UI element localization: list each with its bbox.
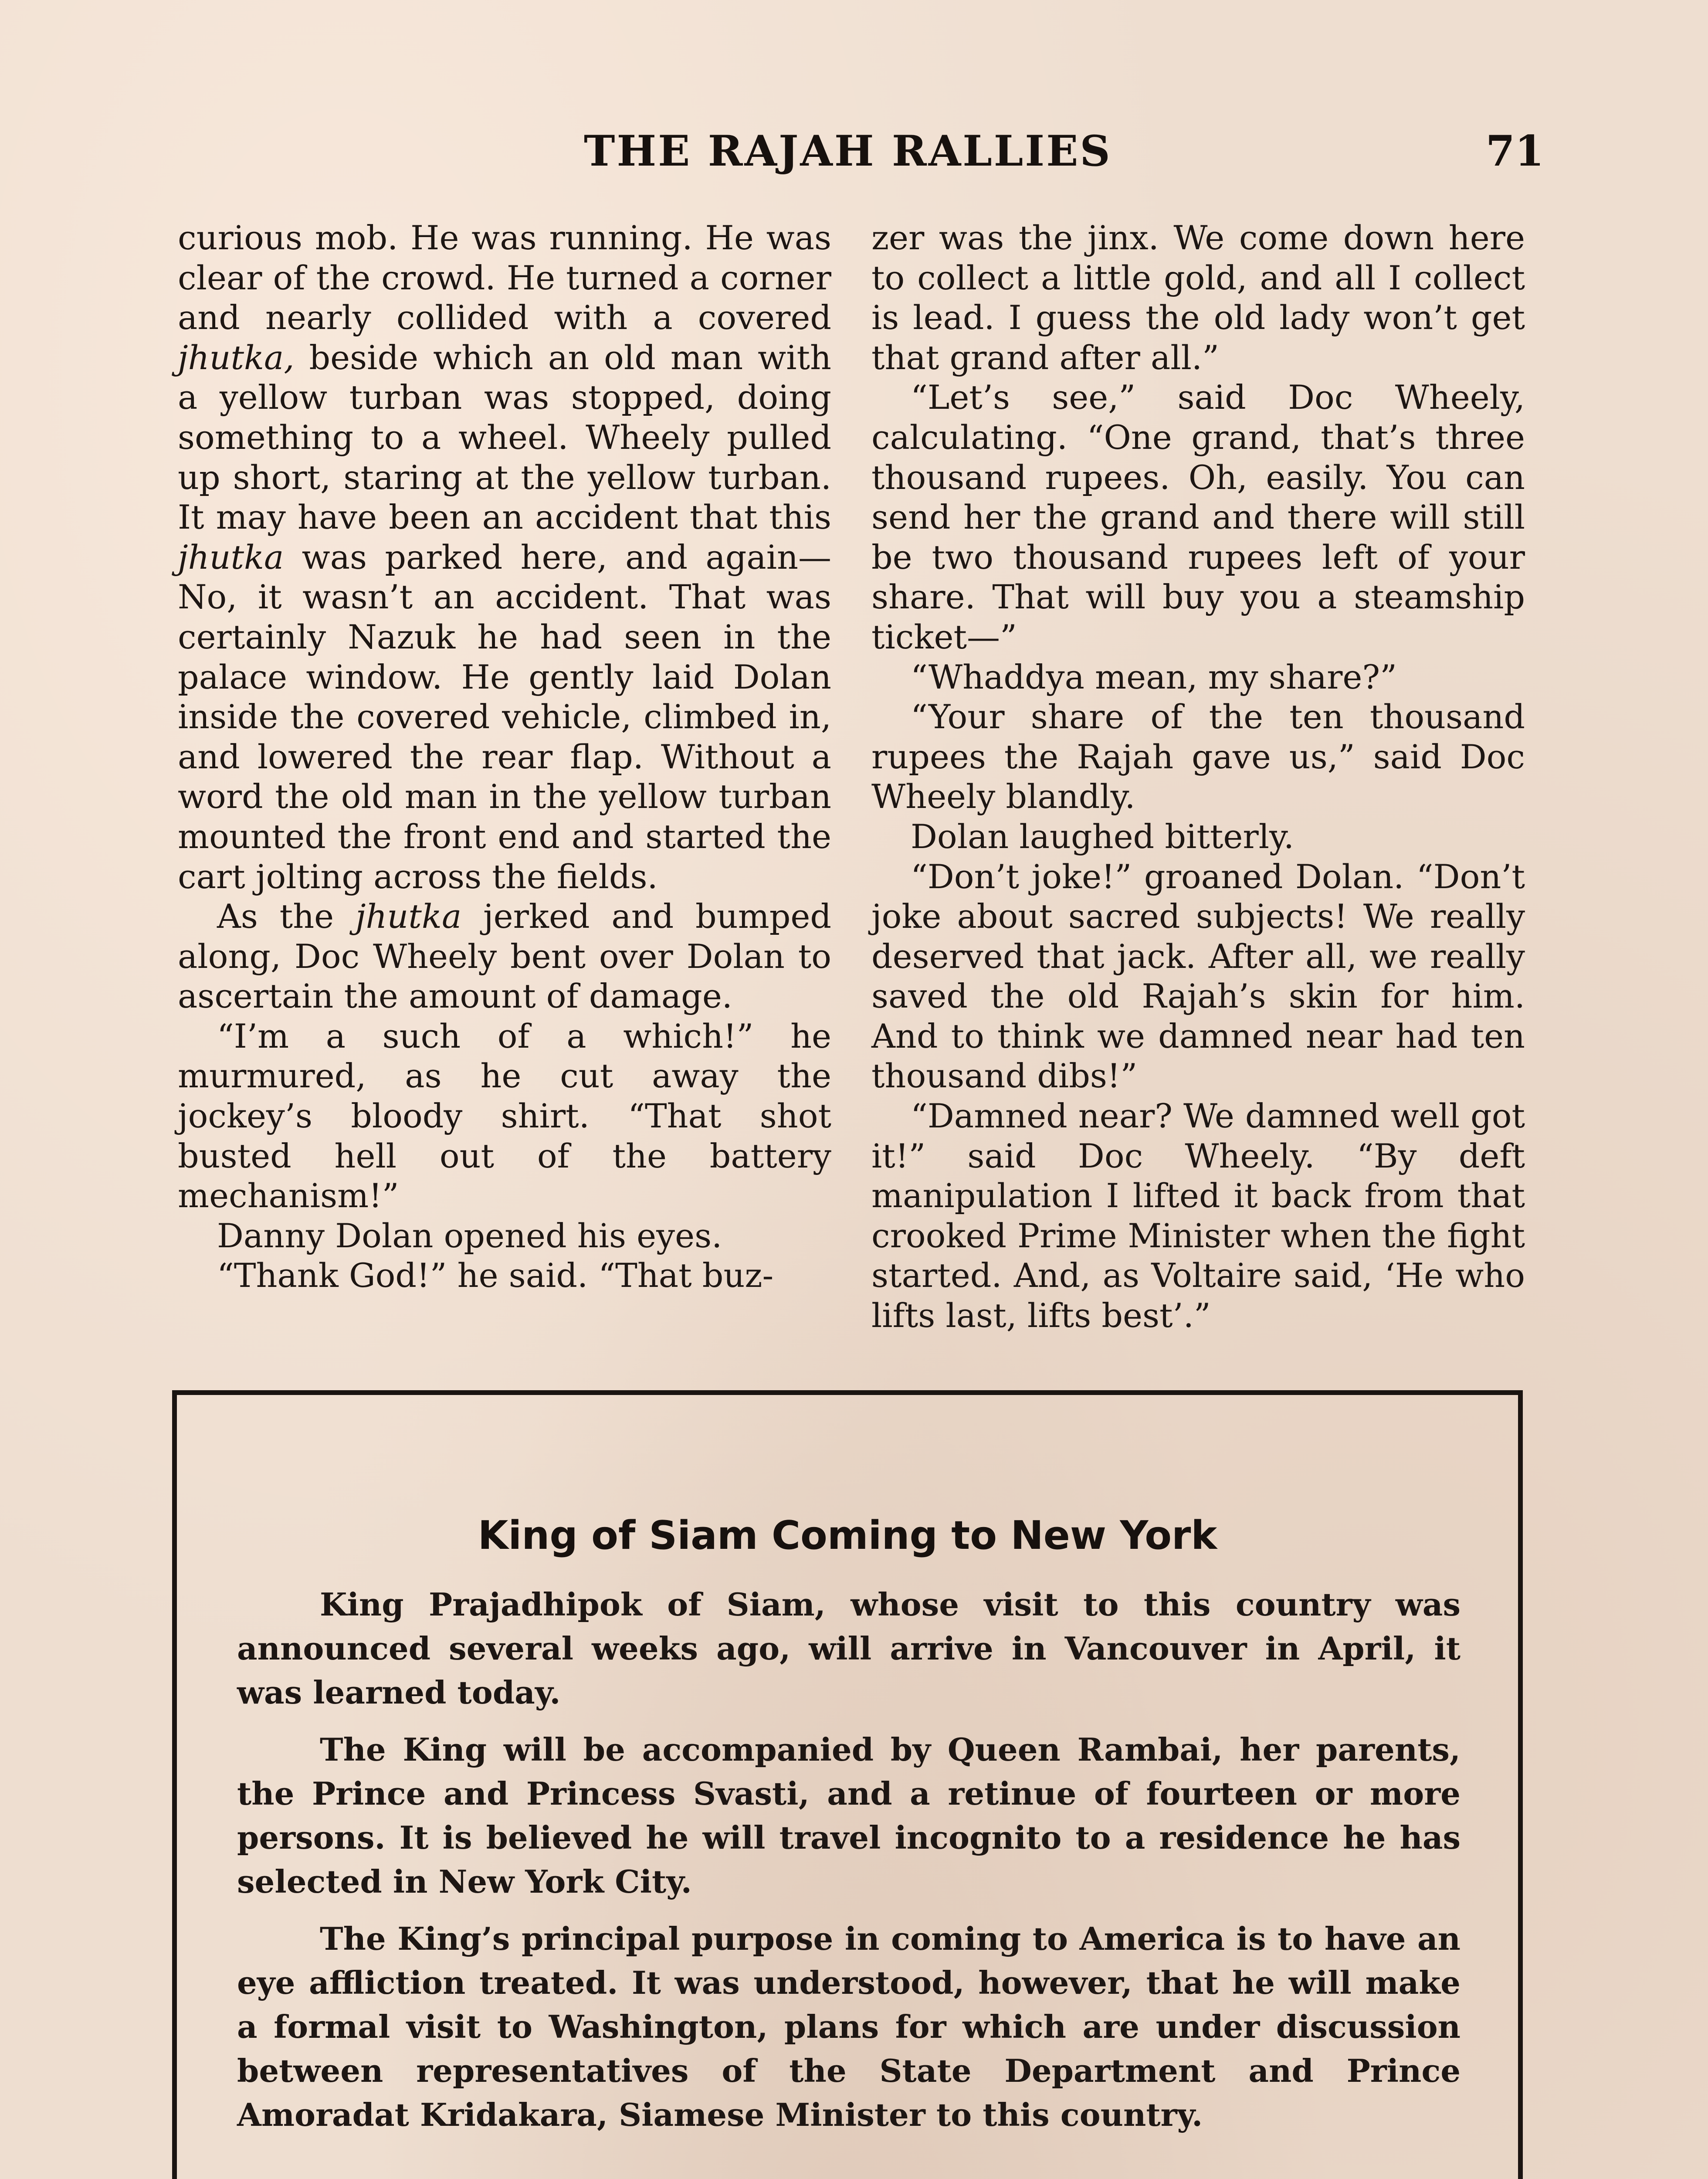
story-paragraph: As the jhutka jerked and bumped along, Doc Wheely bent over Dolan to ascertain the amount of damage. xyxy=(178,897,832,1016)
news-paragraph: King Prajadhipok of Siam, whose visit to this country was announced several weeks ago, will arrive in Vancouver in April, it was learned today. xyxy=(237,1586,1461,1711)
story-paragraph: zer was the jinx. We come down here to collect a little gold, and all I collect is lead. I guess the old lady won’t get that grand after all.” xyxy=(871,218,1525,377)
story-column-left xyxy=(178,218,831,1296)
news-box xyxy=(172,1390,1523,2179)
news-paragraph: The King will be accompanied by Queen Rambai, her parents, the Prince and Princess Svasti, and a retinue of fourteen or more persons. It is believed he will travel incognito to a residence he has selected in New York City. xyxy=(237,1731,1461,1900)
news-box-body xyxy=(237,1582,1461,2150)
running-header xyxy=(0,126,1708,187)
story-paragraph: “Let’s see,” said Doc Wheely, calculating. “One grand, that’s three thousand rupees. Oh, easily. You can send her the grand and there will still be two thousand rupees left of your share. That will buy you a steamship ticket—” xyxy=(871,378,1525,656)
story-paragraph: “Thank God!” he said. “That buz- xyxy=(217,1256,774,1295)
story-paragraph: curious mob. He was running. He was clear of the crowd. He turned a corner and nearly collided with a covered jhutka, beside which an old man with a yellow turban was stopped, doing something to a wheel. Wheely pulled up short, staring at the yellow turban. It may have been an accident that this jhutka was parked here, and again— No, it wasn’t an accident. That was certainly Nazuk he had seen in the palace window. He gently laid Dolan inside the covered vehicle, climbed in, and lowered the rear flap. Without a word the old man in the yellow turban mounted the front end and started the cart jolting across the fields. xyxy=(178,218,831,896)
story-paragraph: “Your share of the ten thousand rupees the Rajah gave us,” said Doc Wheely blandly. xyxy=(871,697,1525,816)
story-paragraph: “Don’t joke!” groaned Dolan. “Don’t joke about sacred subjects! We really deserved that jack. After all, we really saved the old Rajah’s skin for him. And to think we damned near had ten thousand dibs!” xyxy=(871,857,1525,1096)
running-title: THE RAJAH RALLIES xyxy=(584,126,1112,176)
page-number: 71 xyxy=(1486,126,1544,176)
story-column-right xyxy=(871,218,1525,1336)
story-paragraph: “Whaddya mean, my share?” xyxy=(911,657,1397,696)
story-paragraph: Danny Dolan opened his eyes. xyxy=(217,1216,722,1255)
news-box-title: King of Siam Coming to New York xyxy=(478,1513,1217,1558)
story-paragraph: “I’m a such of a which!” he murmured, as he cut away the jockey’s bloody shirt. “That shot busted hell out of the battery mechanism!” xyxy=(178,1016,831,1215)
news-paragraph: The King’s principal purpose in coming to America is to have an eye affliction treated. It was understood, however, that he will make a formal visit to Washington, plans for which are under discussion between representatives of the State Department and Prince Amoradat Kridakara, Siamese Minister to this country. xyxy=(237,1920,1461,2133)
story-paragraph: “Damned near? We damned well got it!” said Doc Wheely. “By deft manipulation I lifted it back from that crooked Prime Minister when the fight started. And, as Voltaire said, ‘He who lifts last, lifts best’.” xyxy=(871,1096,1525,1335)
story-paragraph: Dolan laughed bitterly. xyxy=(911,817,1295,856)
